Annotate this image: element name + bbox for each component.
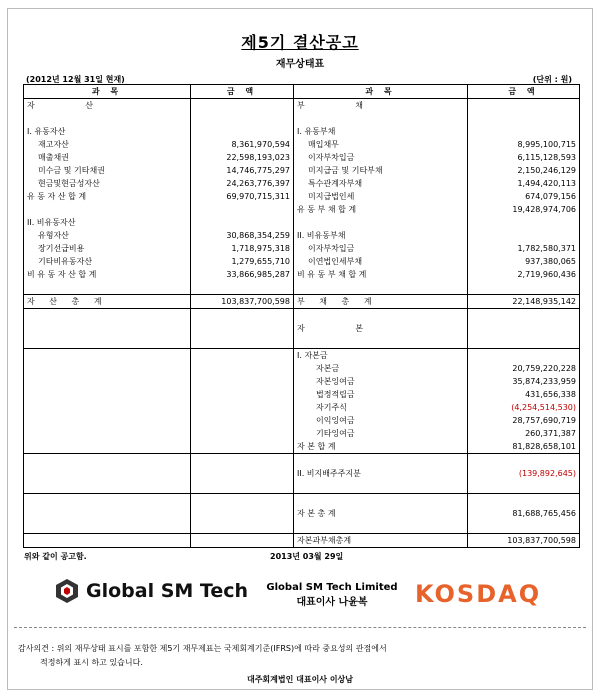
table-row: [24, 125, 580, 138]
capital-heading: I. 자본금: [294, 349, 468, 363]
table-row: 자기주식 (4,254,514,530): [24, 401, 580, 414]
noncurrent-liab-total: 비 유 동 부 채 합 계: [294, 268, 468, 281]
table-row: [24, 494, 580, 508]
capital-total: 자 본 합 계: [294, 440, 468, 454]
treasury-stock-value: (4,254,514,530): [468, 401, 580, 414]
table-row: [24, 309, 580, 323]
global-sm-tech-logo: [54, 578, 248, 604]
table-row: [24, 467, 580, 480]
table-row: 비 유 동 자 산 합 계 33,866,985,287 비 유 동 부 채 합 계 2,719,960,436: [24, 268, 580, 281]
current-assets-total: 유 동 자 산 합 계: [24, 190, 191, 203]
assets-total: 자 산 총 계: [24, 295, 191, 309]
table-row: 유 동 부 채 합 계 19,428,974,706: [24, 203, 580, 216]
company-name: Global SM Tech Limited: [266, 582, 398, 593]
audit-opinion: [18, 642, 387, 670]
divider: [14, 627, 586, 628]
current-liab-total: 유 동 부 채 합 계: [294, 203, 468, 216]
nci-value: (139,892,645): [468, 467, 580, 480]
noncurrent-assets-total: 비 유 동 자 산 합 계: [24, 268, 191, 281]
header-item: 과 목: [294, 85, 468, 99]
liabilities-label: 부 채: [294, 99, 468, 113]
page-title: 제5기 결산공고: [241, 33, 359, 52]
auditor-signature: 대주회계법인 대표이사 이상남: [246, 675, 354, 684]
statement-title: 재무상태표: [275, 59, 325, 70]
header-amount: 금 액: [191, 85, 294, 99]
grand-total: 자본과부채총계: [294, 534, 468, 548]
table-row: [24, 216, 580, 229]
gsm-emblem-icon: [54, 578, 80, 604]
table-row: 자 산 총 계 103,837,700,598 부 채 총 계 22,148,935,142: [24, 295, 580, 309]
announcement-date: 2013년 03월 29일: [270, 552, 344, 561]
table-row: 미수금 및 기타채권 14,746,775,297 미지급금 및 기타부채 2,150,246,129: [24, 164, 580, 177]
table-row: 재고자산 8,361,970,594 매입채무 8,995,100,715: [24, 138, 580, 151]
table-row: 기타잉여금 260,371,387: [24, 427, 580, 440]
table-row: 장기선급비용 1,718,975,318 이자부차입금 1,782,580,371: [24, 242, 580, 255]
audit-line-2: 적정하게 표시 하고 있습니다.: [40, 658, 143, 667]
noncurrent-liab-heading: II. 비유동부채: [294, 229, 468, 242]
table-row: 기타비유동자산 1,279,655,710 이연법인세부채 937,380,065: [24, 255, 580, 268]
table-row: [24, 322, 580, 335]
table-row: 법정적립금 431,656,338: [24, 388, 580, 401]
table-row: [24, 99, 580, 113]
table-row: [24, 335, 580, 349]
table-row: 이익잉여금 28,757,690,719: [24, 414, 580, 427]
date-note: (2012년 12월 31일 현재): [26, 75, 125, 84]
audit-line-1: 감사의견 : 위의 재무상태 표시를 포함한 제5기 재무제표는 국제회계기준(IFRS)에 따라 중요성의 관점에서: [18, 644, 387, 653]
table-row: [24, 520, 580, 534]
unit-note: (단위 : 원): [532, 75, 572, 84]
table-row: 자본금 20,759,220,228: [24, 362, 580, 375]
table-row: 자본잉여금 35,874,233,959: [24, 375, 580, 388]
table-row: 매출채권 22,598,193,023 이자부차입금 6,115,128,593: [24, 151, 580, 164]
header-amount: 금 액: [468, 85, 580, 99]
table-row: [24, 281, 580, 295]
equity-label: 자 본: [294, 322, 468, 335]
table-row: 자 본 총 계 81,688,765,456: [24, 507, 580, 520]
company-block: [262, 580, 402, 610]
logo-text: Global SM Tech: [86, 580, 249, 602]
table-row: [24, 454, 580, 468]
equity-total: 자 본 총 계: [294, 507, 468, 520]
noncurrent-assets-heading: II. 비유동자산: [24, 216, 191, 229]
table-row: [24, 349, 580, 363]
table-header: [24, 85, 580, 99]
header-item: 과 목: [24, 85, 191, 99]
table-row: 현금및현금성자산 24,263,776,397 특수관계자부채 1,494,420,113: [24, 177, 580, 190]
ceo-name: 대표이사 나윤복: [296, 597, 368, 608]
liab-total: 부 채 총 계: [294, 295, 468, 309]
announcement-note: 위와 같이 공고함.: [24, 552, 87, 561]
assets-label: 자 산: [24, 99, 191, 113]
table-row: [24, 112, 580, 125]
kosdaq-logo: KOSDAQ: [415, 580, 542, 608]
nci-label: II. 비지배주주지분: [294, 467, 468, 480]
table-row: [24, 480, 580, 494]
table-row: 자 본 합 계 81,828,658,101: [24, 440, 580, 454]
table-row: 유형자산 30,868,354,259 II. 비유동부채: [24, 229, 580, 242]
current-liab-heading: I. 유동부채: [294, 125, 468, 138]
balance-sheet-table: [23, 84, 580, 548]
table-row: 자본과부채총계 103,837,700,598: [24, 534, 580, 548]
current-assets-heading: I. 유동자산: [24, 125, 191, 138]
table-row: 유 동 자 산 합 계 69,970,715,311 미지급법인세 674,079,156: [24, 190, 580, 203]
